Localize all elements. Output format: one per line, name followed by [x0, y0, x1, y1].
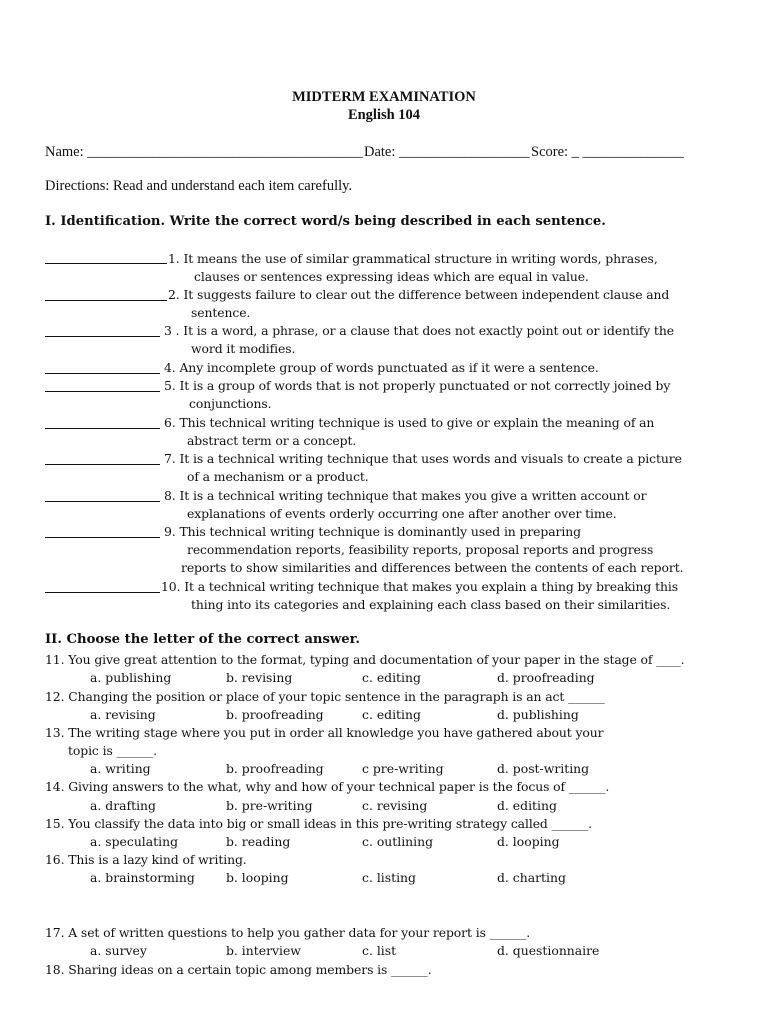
question-text-cont: topic is ______.	[68, 743, 157, 758]
option-b[interactable]: b. reading	[226, 834, 291, 849]
option-b[interactable]: b. proofreading	[226, 707, 324, 722]
question-text: 12. Changing the position or place of your topic sentence in the paragraph is an act ______	[45, 689, 605, 704]
answer-blank[interactable]	[45, 373, 160, 374]
answer-blank[interactable]	[45, 428, 160, 429]
item-text-cont: recommendation reports, feasibility reports, proposal reports and progress	[187, 542, 654, 557]
exam-title: MIDTERM EXAMINATION	[292, 89, 476, 105]
option-c[interactable]: c. editing	[362, 670, 421, 685]
option-a[interactable]: a. drafting	[90, 798, 156, 813]
item-text-cont: word it modifies.	[191, 341, 296, 356]
option-a[interactable]: a. writing	[90, 761, 151, 776]
answer-blank[interactable]	[45, 391, 160, 392]
item-text: 5. It is a group of words that is not properly punctuated or not correctly joined by	[164, 378, 671, 393]
item-text: 8. It is a technical writing technique that makes you give a written account or	[164, 488, 647, 503]
option-d[interactable]: d. publishing	[497, 707, 579, 722]
answer-blank[interactable]	[45, 464, 160, 465]
question-text: 14. Giving answers to the what, why and how of your technical paper is the focus of ______.	[45, 779, 610, 794]
option-b[interactable]: b. interview	[226, 943, 301, 958]
answer-blank[interactable]	[45, 300, 167, 301]
item-text: 4. Any incomplete group of words punctuated as if it were a sentence.	[164, 360, 599, 375]
item-text-cont: of a mechanism or a product.	[187, 469, 369, 484]
option-a[interactable]: a. speculating	[90, 834, 179, 849]
option-a[interactable]: a. publishing	[90, 670, 172, 685]
name-field[interactable]: Name: ______________________________________	[45, 144, 363, 160]
directions: Directions: Read and understand each item carefully.	[45, 178, 353, 194]
option-d[interactable]: d. looping	[497, 834, 560, 849]
question-text: 16. This is a lazy kind of writing.	[45, 852, 247, 867]
answer-blank[interactable]	[45, 336, 160, 337]
option-c[interactable]: c. listing	[362, 870, 416, 885]
option-c[interactable]: c. editing	[362, 707, 421, 722]
item-text: 6. This technical writing technique is used to give or explain the meaning of an	[164, 415, 655, 430]
option-d[interactable]: d. questionnaire	[497, 943, 600, 958]
option-a[interactable]: a. brainstorming	[90, 870, 195, 885]
question-text: 15. You classify the data into big or small ideas in this pre-writing strategy called ______.	[45, 816, 593, 831]
option-c[interactable]: c. revising	[362, 798, 428, 813]
option-b[interactable]: b. pre-writing	[226, 798, 313, 813]
item-text: 2. It suggests failure to clear out the difference between independent clause and	[168, 287, 670, 302]
item-text-cont: thing into its categories and explaining each class based on their similarities.	[191, 597, 671, 612]
item-text: 3 . It is a word, a phrase, or a clause that does not exactly point out or identify the	[164, 323, 674, 338]
option-b[interactable]: b. proofreading	[226, 761, 324, 776]
answer-blank[interactable]	[45, 501, 160, 502]
section2-heading: II. Choose the letter of the correct answer.	[45, 632, 360, 647]
option-d[interactable]: d. post-writing	[497, 761, 590, 776]
option-c[interactable]: c pre-writing	[362, 761, 444, 776]
item-text-cont: clauses or sentences expressing ideas which are equal in value.	[194, 269, 589, 284]
item-text: 10. It a technical writing technique that makes you explain a thing by breaking this	[161, 579, 678, 594]
option-c[interactable]: c. outlining	[362, 834, 434, 849]
option-b[interactable]: b. revising	[226, 670, 293, 685]
answer-blank[interactable]	[45, 263, 167, 264]
exam-subtitle: English 104	[347, 107, 421, 123]
item-text-cont: explanations of events orderly occurring one after another over time.	[187, 506, 617, 521]
item-text-cont: abstract term or a concept.	[187, 433, 357, 448]
question-text: 17. A set of written questions to help you gather data for your report is ______.	[45, 925, 531, 940]
answer-blank[interactable]	[45, 537, 160, 538]
question-text: 11. You give great attention to the format, typing and documentation of your paper in the stage of ____.	[45, 652, 685, 667]
item-text: 1. It means the use of similar grammatical structure in writing words, phrases,	[168, 251, 658, 266]
score-field[interactable]: Score: _ ______________	[531, 144, 685, 160]
option-a[interactable]: a. survey	[90, 943, 147, 958]
option-a[interactable]: a. revising	[90, 707, 156, 722]
option-d[interactable]: d. editing	[497, 798, 557, 813]
question-text: 13. The writing stage where you put in order all knowledge you have gathered about your	[45, 725, 604, 740]
option-d[interactable]: d. proofreading	[497, 670, 595, 685]
item-text: 7. It is a technical writing technique that uses words and visuals to create a picture	[164, 451, 682, 466]
item-text-cont: sentence.	[191, 305, 251, 320]
item-text-cont: conjunctions.	[189, 396, 272, 411]
item-text-cont: reports to show similarities and differences between the contents of each report.	[181, 560, 684, 575]
option-c[interactable]: c. list	[362, 943, 397, 958]
question-text: 18. Sharing ideas on a certain topic among members is ______.	[45, 962, 432, 977]
date-field[interactable]: Date: __________________	[364, 144, 530, 160]
option-d[interactable]: d. charting	[497, 870, 566, 885]
answer-blank[interactable]	[45, 592, 160, 593]
item-text: 9. This technical writing technique is dominantly used in preparing	[164, 524, 581, 539]
option-b[interactable]: b. looping	[226, 870, 289, 885]
section1-heading: I. Identification. Write the correct word/s being described in each sentence.	[45, 214, 606, 229]
